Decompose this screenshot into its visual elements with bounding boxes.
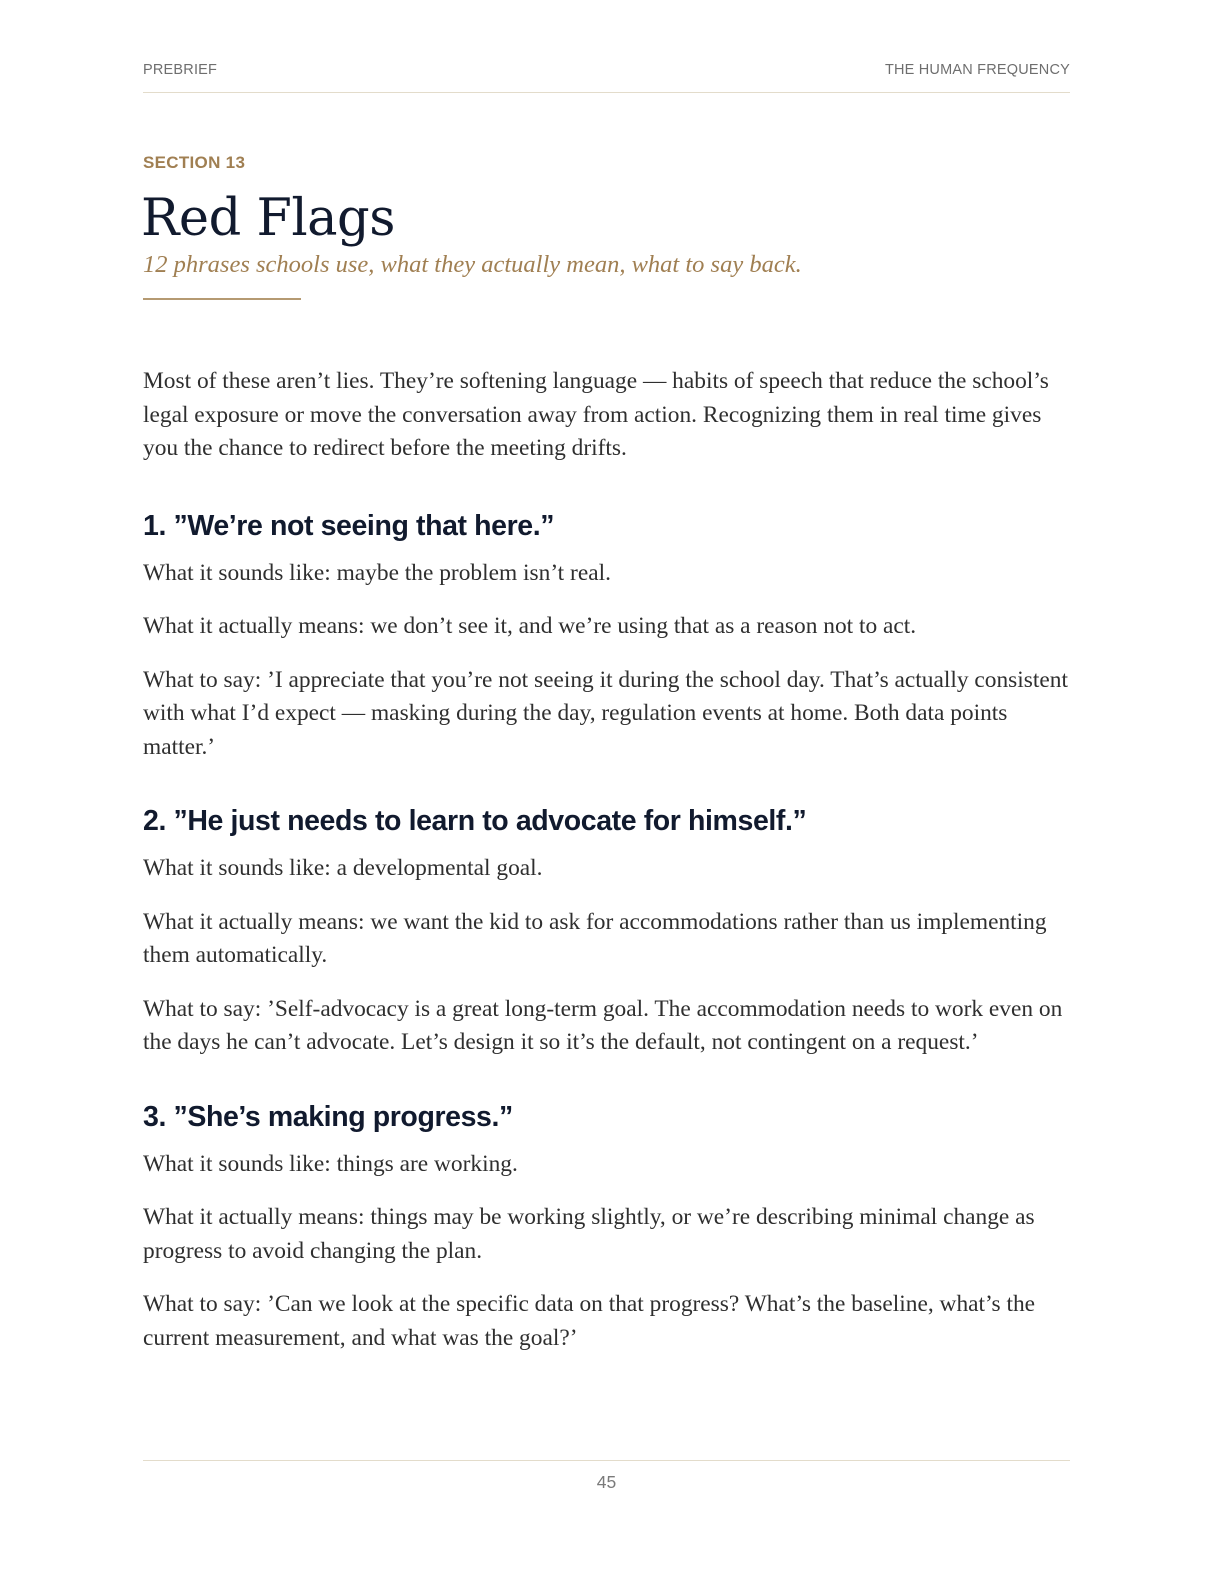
footer-divider: [143, 1460, 1070, 1461]
intro-paragraph: Most of these aren’t lies. They’re softening language — habits of speech that reduce the school’s legal exposure or move the conversation away from action. Recognizing them in real time gives you the chance to redirect before the meeting drifts.: [143, 368, 1049, 461]
what-to-say-paragraph: What to say: ’Can we look at the specific data on that progress? What’s the baseline, what’s the current measurement, and what was the goal?’: [143, 1291, 1036, 1351]
what-to-say-paragraph: What to say: ’Self-advocacy is a great long-term goal. The accommodation needs to work even on the days he can’t advocate. Let’s design it so it’s the default, not contingent on a request.’: [143, 995, 1063, 1055]
red-flag-heading: 2. ”He just needs to learn to advocate for himself.”: [143, 805, 807, 837]
actually-means-paragraph: What it actually means: things may be working slightly, or we’re describing minimal change as progress to avoid changing the plan.: [143, 1204, 1035, 1264]
red-flag-heading: 1. ”We’re not seeing that here.”: [143, 509, 555, 542]
actually-means-paragraph: What it actually means: we want the kid to ask for accommodations rather than us implementing them automatically.: [143, 908, 1047, 968]
section-label: SECTION 13: [143, 153, 246, 172]
sounds-like-paragraph: What it sounds like: a developmental goal.: [143, 855, 543, 881]
sounds-like-paragraph: What it sounds like: things are working.: [143, 1150, 518, 1177]
red-flag-item: [143, 1098, 1070, 1356]
sounds-like-paragraph: What it sounds like: maybe the problem isn’t real.: [143, 559, 611, 586]
section-title: Red Flags: [141, 189, 395, 248]
what-to-say-paragraph: What to say: ’I appreciate that you’re not seeing it during the school day. That’s actually consistent with what I’d expect — masking during the day, regulation events at home. Both data points matter.’: [143, 666, 1068, 760]
page-number: 45: [596, 1472, 617, 1492]
running-header: [143, 62, 1070, 82]
red-flag-heading: 3. ”She’s making progress.”: [143, 1100, 513, 1133]
red-flag-item: [143, 802, 1070, 1060]
running-header-right: THE HUMAN FREQUENCY: [884, 62, 1070, 78]
title-divider: [143, 298, 301, 300]
header-divider: [143, 92, 1070, 93]
red-flag-item: [143, 507, 1070, 765]
document-page: [143, 0, 1070, 1584]
section-body: [143, 365, 1070, 1355]
actually-means-paragraph: What it actually means: we don’t see it, and we’re using that as a reason not to act.: [143, 613, 917, 639]
running-header-left: PREBRIEF: [143, 62, 218, 78]
section-subtitle: 12 phrases schools use, what they actually mean, what to say back.: [143, 251, 802, 278]
